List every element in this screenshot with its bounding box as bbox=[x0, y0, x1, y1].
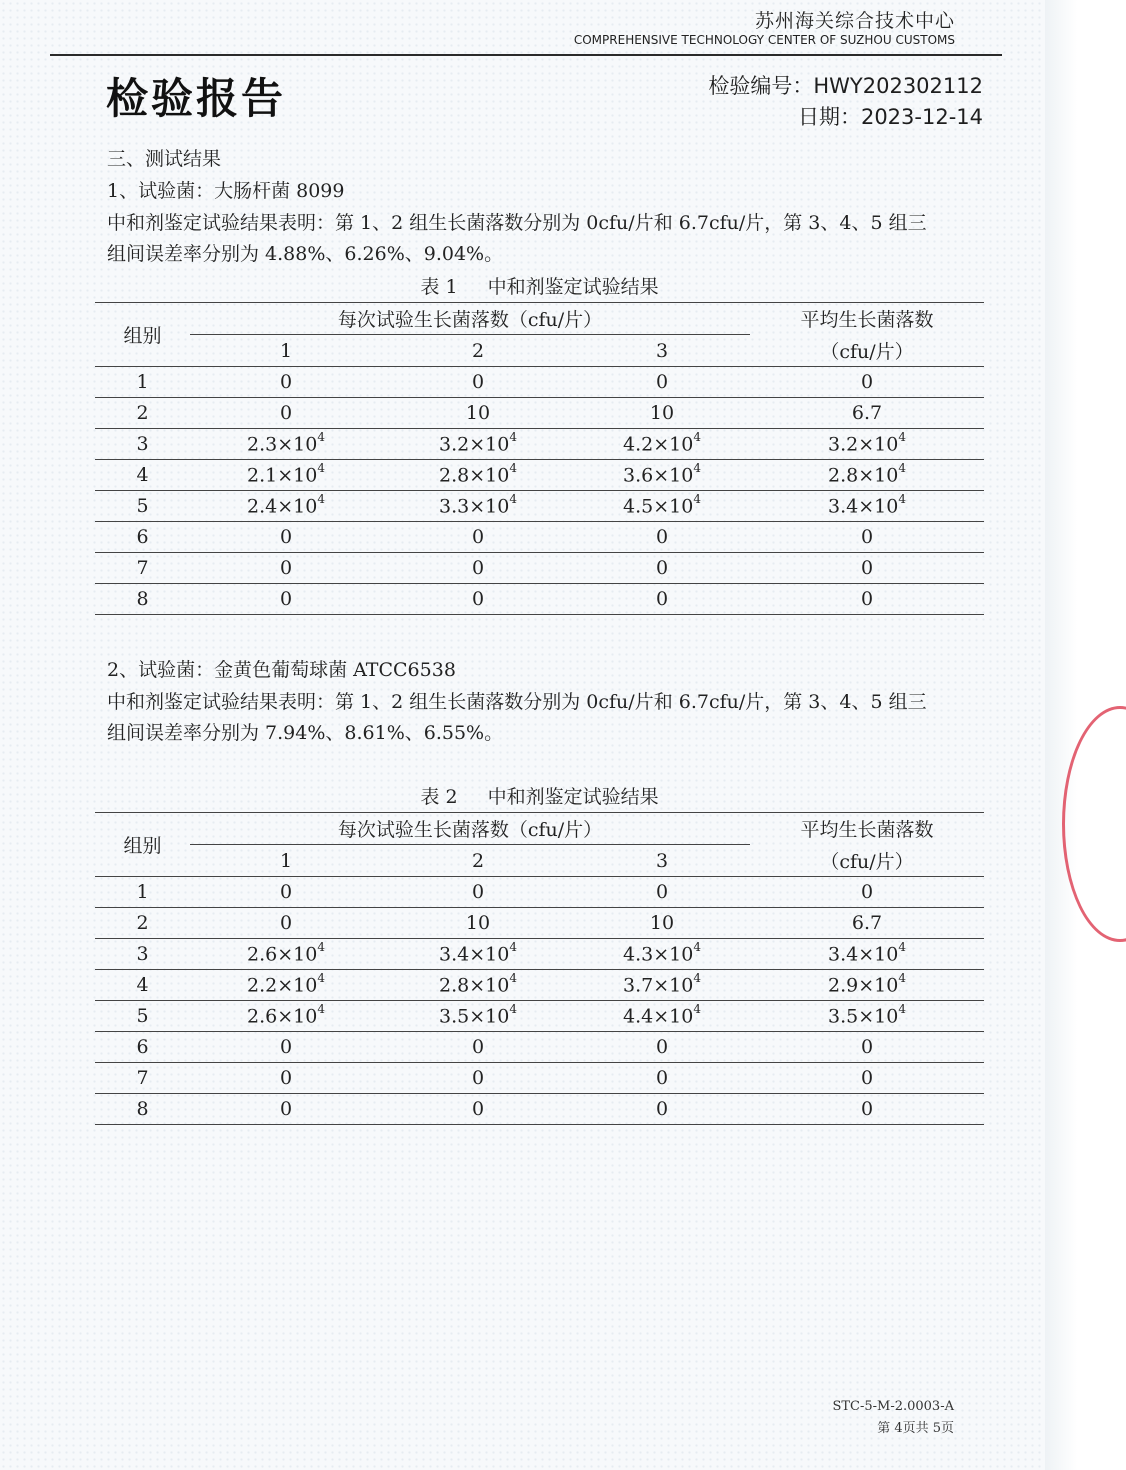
header-divider bbox=[50, 54, 1002, 56]
group-cell: 8 bbox=[95, 584, 190, 615]
group-cell: 6 bbox=[95, 522, 190, 553]
average-cell: 0 bbox=[750, 1063, 984, 1094]
group-cell: 5 bbox=[95, 491, 190, 522]
table-row bbox=[95, 1032, 984, 1063]
test-1-cell: 0 bbox=[190, 553, 382, 584]
exponent: 4 bbox=[317, 1002, 325, 1017]
test-1-cell: $2.2\times 10^4$ bbox=[190, 970, 382, 1001]
group-cell: 1 bbox=[95, 367, 190, 398]
section-heading: 三、测试结果 bbox=[107, 148, 222, 170]
section-1-text-line-2: 组间误差率分别为 4.88%、6.26%、9.04%。 bbox=[107, 243, 504, 265]
table-row bbox=[95, 584, 984, 615]
table-row bbox=[95, 460, 984, 491]
group-cell: 6 bbox=[95, 1032, 190, 1063]
header-each-test: 每次试验生长菌落数（cfu/片） bbox=[190, 303, 750, 335]
org-name-cn: 苏州海关综合技术中心 bbox=[754, 10, 955, 32]
table-row bbox=[95, 429, 984, 460]
test-3-cell: 0 bbox=[574, 367, 750, 398]
average-cell: 0 bbox=[750, 584, 984, 615]
test-2-cell: 0 bbox=[382, 553, 574, 584]
test-2-cell: 0 bbox=[382, 1032, 574, 1063]
group-cell: 7 bbox=[95, 1063, 190, 1094]
test-2-cell: $3.5\times 10^4$ bbox=[382, 1001, 574, 1032]
group-cell: 3 bbox=[95, 939, 190, 970]
exponent: 4 bbox=[693, 971, 701, 986]
section-2-title: 2、试验菌：金黄色葡萄球菌 ATCC6538 bbox=[107, 659, 456, 681]
test-3-cell: 0 bbox=[574, 1063, 750, 1094]
test-1-cell: $2.6\times 10^4$ bbox=[190, 939, 382, 970]
test-2-cell: 0 bbox=[382, 367, 574, 398]
test-1-cell: 0 bbox=[190, 1032, 382, 1063]
section-1-title: 1、试验菌：大肠杆菌 8099 bbox=[107, 180, 345, 202]
test-2-cell: 0 bbox=[382, 877, 574, 908]
table-row bbox=[95, 553, 984, 584]
test-3-cell: $4.3\times 10^4$ bbox=[574, 939, 750, 970]
exponent: 4 bbox=[317, 940, 325, 955]
exponent: 4 bbox=[898, 461, 906, 476]
org-name-en: COMPREHENSIVE TECHNOLOGY CENTER OF SUZHOU CUSTOMS bbox=[573, 33, 955, 47]
exponent: 4 bbox=[317, 492, 325, 507]
exponent: 4 bbox=[693, 430, 701, 445]
test-1-cell: 0 bbox=[190, 584, 382, 615]
header-average-unit: （cfu/片） bbox=[820, 850, 914, 873]
header-average: 平均生长菌落数 bbox=[750, 813, 984, 845]
test-2-cell: 0 bbox=[382, 522, 574, 553]
average-cell: $3.2\times 10^4$ bbox=[750, 429, 984, 460]
test-3-cell: $3.7\times 10^4$ bbox=[574, 970, 750, 1001]
test-2-cell: $3.2\times 10^4$ bbox=[382, 429, 574, 460]
average-cell: $3.4\times 10^4$ bbox=[750, 491, 984, 522]
test-2-cell: $2.8\times 10^4$ bbox=[382, 460, 574, 491]
group-cell: 4 bbox=[95, 460, 190, 491]
section-1-text-line-1: 中和剂鉴定试验结果表明：第 1、2 组生长菌落数分别为 0cfu/片和 6.7cfu/片，第 3、4、5 组三 bbox=[107, 212, 927, 234]
group-cell: 2 bbox=[95, 398, 190, 429]
table-2-caption: 中和剂鉴定试验结果 bbox=[487, 786, 659, 808]
exponent: 4 bbox=[317, 430, 325, 445]
group-cell: 2 bbox=[95, 908, 190, 939]
average-cell: 0 bbox=[750, 367, 984, 398]
group-cell: 1 bbox=[95, 877, 190, 908]
exponent: 4 bbox=[693, 1002, 701, 1017]
test-1-cell: $2.4\times 10^4$ bbox=[190, 491, 382, 522]
exponent: 4 bbox=[898, 492, 906, 507]
test-3-cell: 10 bbox=[574, 398, 750, 429]
group-cell: 3 bbox=[95, 429, 190, 460]
header-average: 平均生长菌落数 bbox=[750, 303, 984, 335]
test-2-cell: 0 bbox=[382, 584, 574, 615]
test-3-cell: 0 bbox=[574, 553, 750, 584]
table-2 bbox=[95, 812, 984, 1125]
header-average-unit: （cfu/片） bbox=[820, 340, 914, 363]
exponent: 4 bbox=[509, 940, 517, 955]
footer-page-number: 第 4页共 5页 bbox=[877, 1421, 954, 1436]
test-1-cell: $2.3\times 10^4$ bbox=[190, 429, 382, 460]
average-cell: $3.5\times 10^4$ bbox=[750, 1001, 984, 1032]
average-cell: $3.4\times 10^4$ bbox=[750, 939, 984, 970]
table-row bbox=[95, 970, 984, 1001]
report-number: 检验编号：HWY202302112 bbox=[708, 74, 983, 98]
average-cell: 0 bbox=[750, 553, 984, 584]
exponent: 4 bbox=[693, 461, 701, 476]
test-3-cell: $4.4\times 10^4$ bbox=[574, 1001, 750, 1032]
table-1-title bbox=[95, 272, 984, 299]
section-2-text-line-2: 组间误差率分别为 7.94%、8.61%、6.55%。 bbox=[107, 722, 504, 744]
test-3-cell: $3.6\times 10^4$ bbox=[574, 460, 750, 491]
exponent: 4 bbox=[317, 461, 325, 476]
exponent: 4 bbox=[693, 492, 701, 507]
footer-doc-code: STC-5-M-2.0003-A bbox=[832, 1399, 954, 1414]
exponent: 4 bbox=[509, 492, 517, 507]
header-group: 组别 bbox=[95, 813, 190, 877]
test-3-cell: $4.5\times 10^4$ bbox=[574, 491, 750, 522]
average-cell: 6.7 bbox=[750, 908, 984, 939]
average-cell: 0 bbox=[750, 522, 984, 553]
header-each-test: 每次试验生长菌落数（cfu/片） bbox=[190, 813, 750, 845]
test-2-cell: $3.3\times 10^4$ bbox=[382, 491, 574, 522]
exponent: 4 bbox=[898, 430, 906, 445]
header-group: 组别 bbox=[95, 303, 190, 367]
table-1-label: 表 1 bbox=[420, 276, 458, 298]
average-cell: 0 bbox=[750, 1032, 984, 1063]
header-col-2: 2 bbox=[471, 849, 485, 872]
report-date: 日期：2023-12-14 bbox=[797, 105, 983, 129]
table-row bbox=[95, 522, 984, 553]
exponent: 4 bbox=[317, 971, 325, 986]
test-2-cell: $2.8\times 10^4$ bbox=[382, 970, 574, 1001]
exponent: 4 bbox=[509, 461, 517, 476]
group-cell: 8 bbox=[95, 1094, 190, 1125]
table-row bbox=[95, 1094, 984, 1125]
exponent: 4 bbox=[693, 940, 701, 955]
table-row bbox=[95, 1063, 984, 1094]
test-1-cell: 0 bbox=[190, 522, 382, 553]
header-col-3: 3 bbox=[655, 339, 669, 362]
group-cell: 7 bbox=[95, 553, 190, 584]
exponent: 4 bbox=[898, 1002, 906, 1017]
table-row bbox=[95, 908, 984, 939]
table-row bbox=[95, 491, 984, 522]
table-1 bbox=[95, 302, 984, 615]
table-row bbox=[95, 367, 984, 398]
test-1-cell: 0 bbox=[190, 877, 382, 908]
test-3-cell: 0 bbox=[574, 522, 750, 553]
test-1-cell: 0 bbox=[190, 908, 382, 939]
header-col-2: 2 bbox=[471, 339, 485, 362]
test-1-cell: 0 bbox=[190, 367, 382, 398]
header-col-1: 1 bbox=[279, 849, 293, 872]
table-1-caption: 中和剂鉴定试验结果 bbox=[487, 276, 659, 298]
table-row bbox=[95, 877, 984, 908]
test-2-cell: 0 bbox=[382, 1063, 574, 1094]
section-2-text-line-1: 中和剂鉴定试验结果表明：第 1、2 组生长菌落数分别为 0cfu/片和 6.7cfu/片，第 3、4、5 组三 bbox=[107, 691, 927, 713]
header-col-1: 1 bbox=[279, 339, 293, 362]
exponent: 4 bbox=[898, 940, 906, 955]
test-1-cell: $2.1\times 10^4$ bbox=[190, 460, 382, 491]
average-cell: 6.7 bbox=[750, 398, 984, 429]
test-3-cell: $4.2\times 10^4$ bbox=[574, 429, 750, 460]
exponent: 4 bbox=[509, 430, 517, 445]
table-row bbox=[95, 939, 984, 970]
table-row bbox=[95, 398, 984, 429]
test-1-cell: 0 bbox=[190, 398, 382, 429]
table-2-title bbox=[95, 782, 984, 809]
test-2-cell: 10 bbox=[382, 398, 574, 429]
test-2-cell: $3.4\times 10^4$ bbox=[382, 939, 574, 970]
header-col-3: 3 bbox=[655, 849, 669, 872]
group-cell: 5 bbox=[95, 1001, 190, 1032]
test-3-cell: 0 bbox=[574, 877, 750, 908]
test-1-cell: $2.6\times 10^4$ bbox=[190, 1001, 382, 1032]
report-title: 检验报告 bbox=[106, 74, 287, 123]
average-cell: $2.9\times 10^4$ bbox=[750, 970, 984, 1001]
test-3-cell: 10 bbox=[574, 908, 750, 939]
test-2-cell: 10 bbox=[382, 908, 574, 939]
exponent: 4 bbox=[509, 971, 517, 986]
exponent: 4 bbox=[898, 971, 906, 986]
test-1-cell: 0 bbox=[190, 1063, 382, 1094]
test-3-cell: 0 bbox=[574, 1032, 750, 1063]
average-cell: $2.8\times 10^4$ bbox=[750, 460, 984, 491]
average-cell: 0 bbox=[750, 877, 984, 908]
test-3-cell: 0 bbox=[574, 1094, 750, 1125]
group-cell: 4 bbox=[95, 970, 190, 1001]
exponent: 4 bbox=[509, 1002, 517, 1017]
average-cell: 0 bbox=[750, 1094, 984, 1125]
test-1-cell: 0 bbox=[190, 1094, 382, 1125]
table-row bbox=[95, 1001, 984, 1032]
table-2-label: 表 2 bbox=[420, 786, 458, 808]
test-3-cell: 0 bbox=[574, 584, 750, 615]
test-2-cell: 0 bbox=[382, 1094, 574, 1125]
